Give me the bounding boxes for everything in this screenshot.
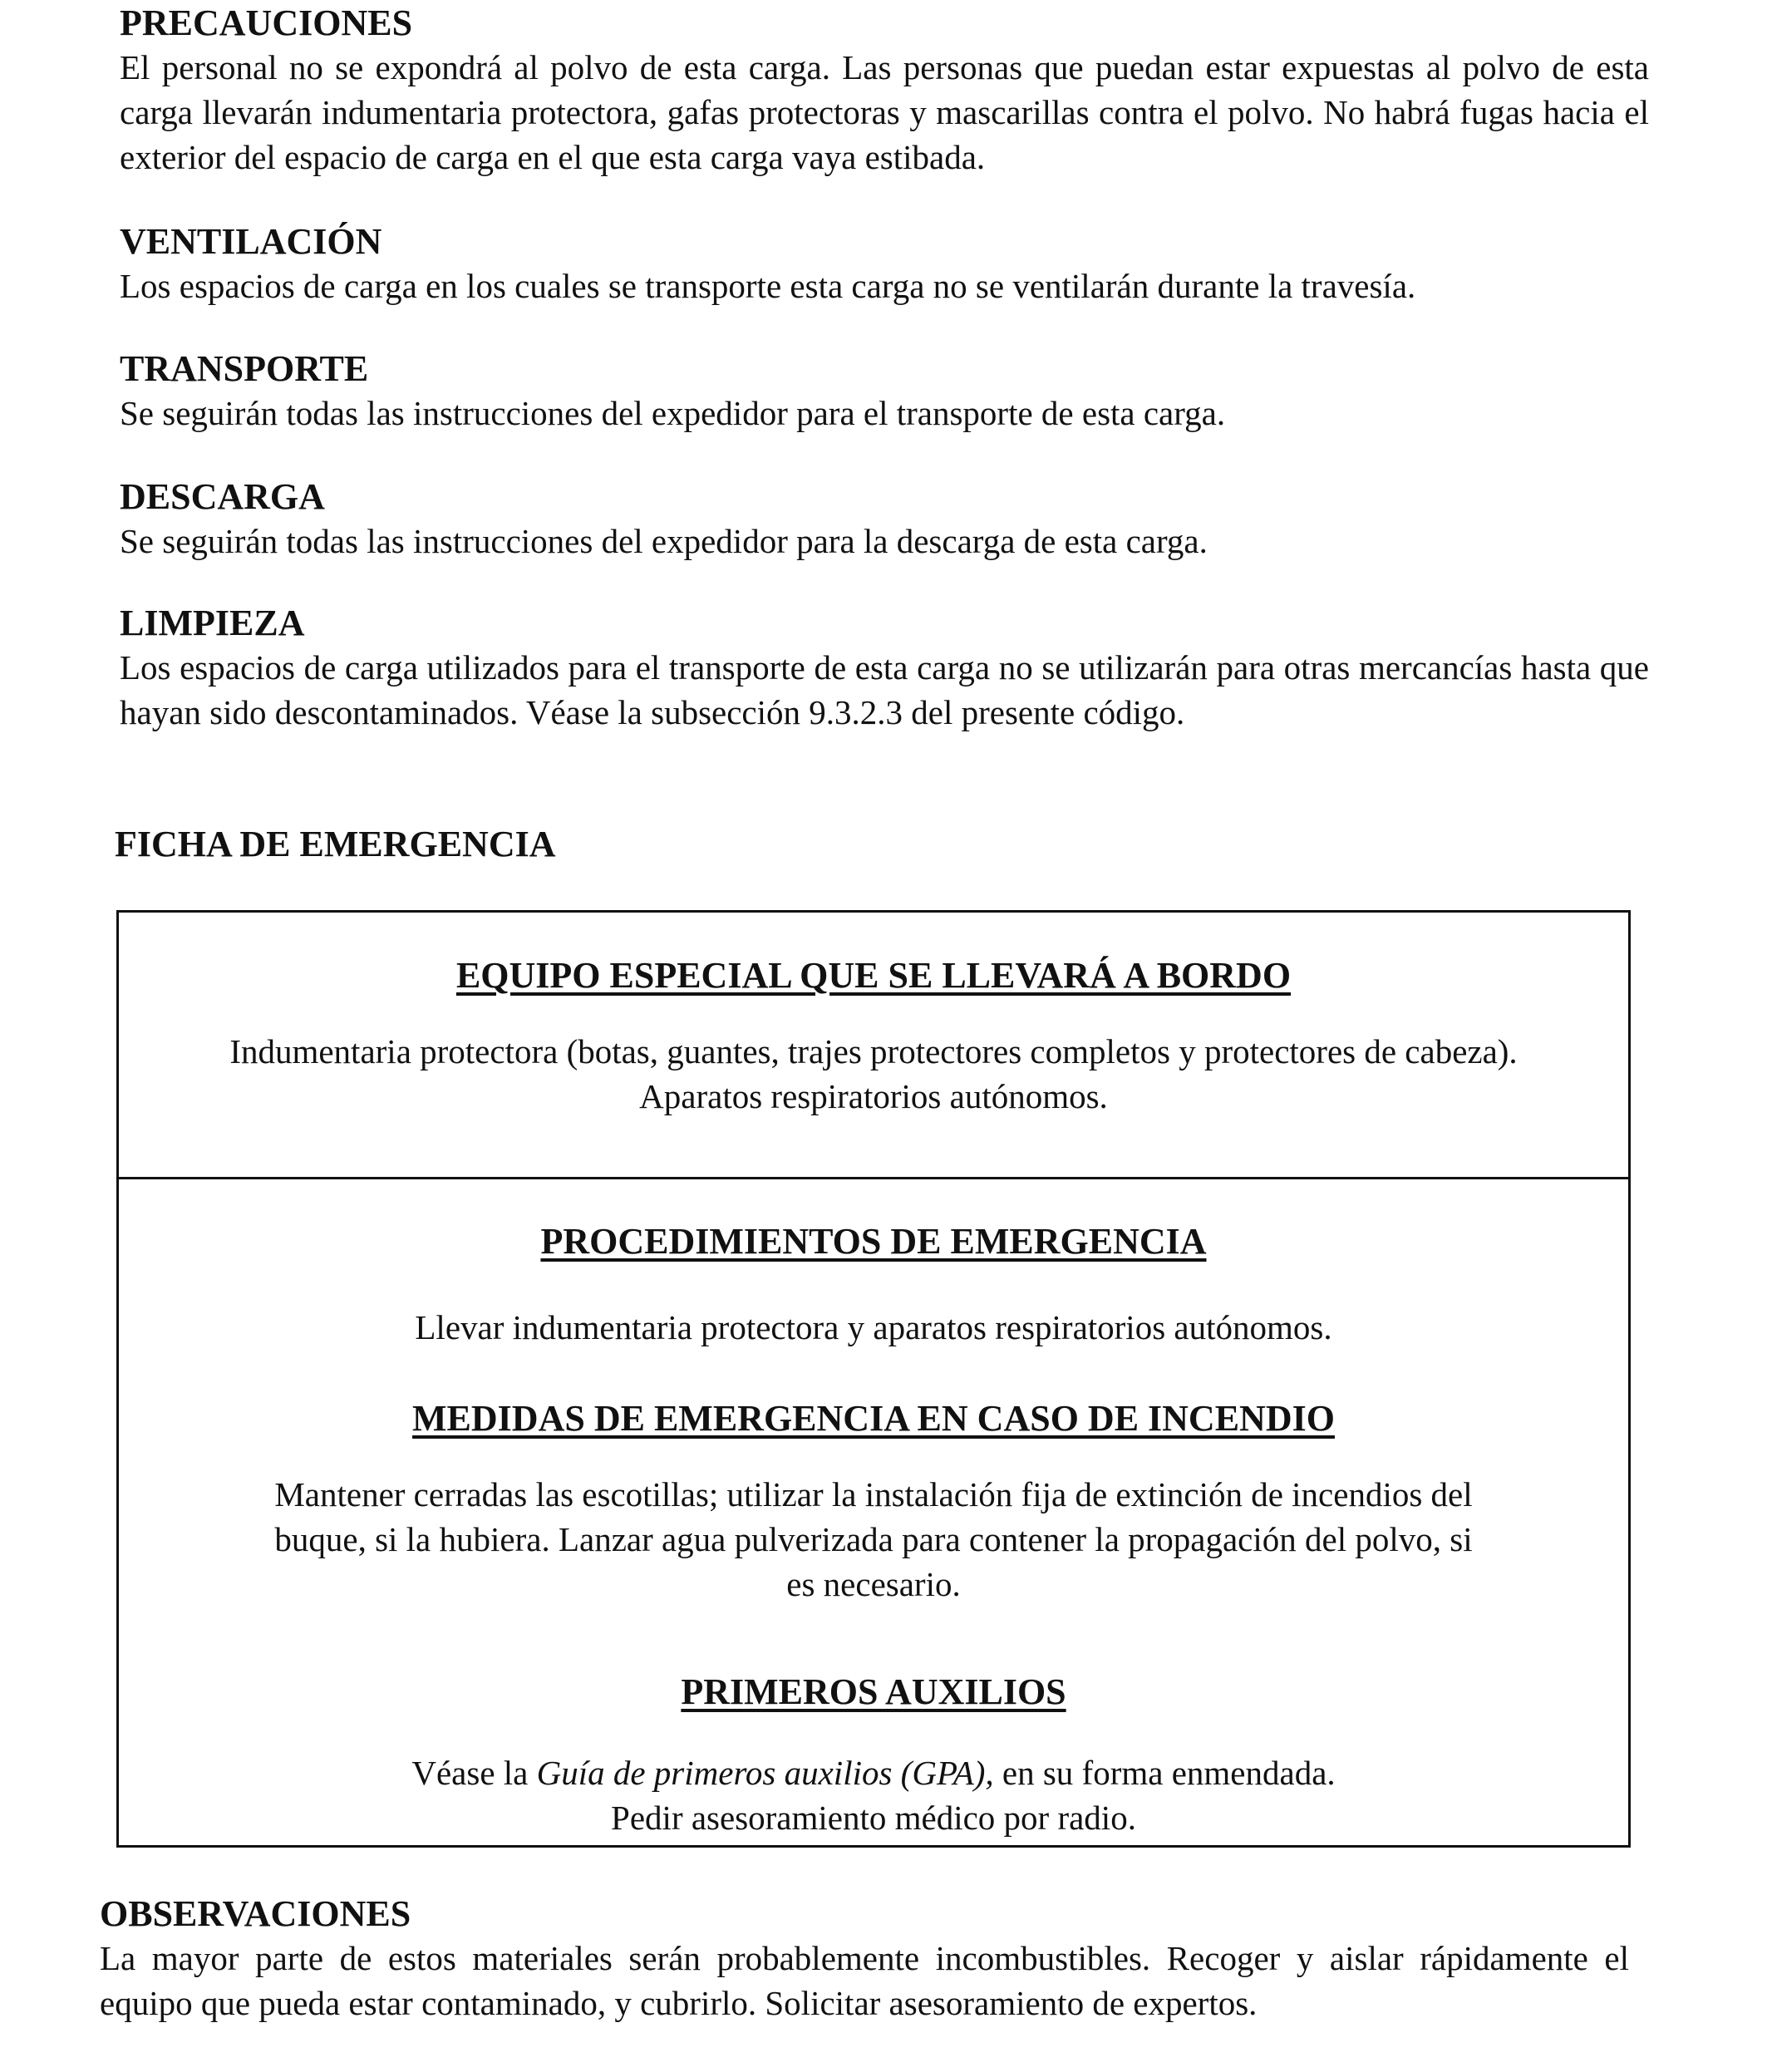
text-precauciones: El personal no se expondrá al polvo de esta carga. Las personas que puedan estar expuestas al polvo de esta carga llevarán indumentaria protectora, gafas protectoras y mascarillas contra el polvo. No habrá fugas hacia el exterior del espacio de carga en el que esta carga vaya estibada. [120, 48, 1649, 176]
heading-descarga: DESCARGA [120, 476, 325, 517]
heading-transporte: TRANSPORTE [120, 348, 369, 389]
text-observaciones: La mayor parte de estos materiales serán probablemente incombustibles. Recoger y aislar rápidamente el equipo que pueda estar contaminado, y cubrirlo. Solicitar asesoramiento de expertos. [100, 1939, 1629, 2022]
primeros-suffix: en su forma enmendada. [993, 1754, 1336, 1792]
section-observaciones [100, 1892, 1629, 2025]
heading-procedimientos: PROCEDIMIENTOS DE EMERGENCIA [540, 1221, 1207, 1262]
section-descarga [120, 475, 1649, 564]
section-ventilacion [120, 220, 1649, 308]
heading-observaciones: OBSERVACIONES [100, 1893, 411, 1934]
section-precauciones [120, 2, 1649, 180]
text-limpieza: Los espacios de carga utilizados para el transporte de esta carga no se utilizarán para otras mercancías hasta que hayan sido descontaminados. Véase la subsección 9.3.2.3 del presente código. [120, 648, 1649, 731]
medidas-line-3: es necesario. [786, 1565, 961, 1603]
heading-ficha-emergencia: FICHA DE EMERGENCIA [115, 824, 556, 864]
medidas-line-1: Mantener cerradas las escotillas; utilizar la instalación fija de extinción de incendios del [274, 1475, 1473, 1513]
heading-medidas: MEDIDAS DE EMERGENCIA EN CASO DE INCENDIO [412, 1398, 1335, 1439]
primeros-prefix: Véase la [411, 1754, 537, 1792]
primeros-guide-title: Guía de primeros auxilios (GPA), [536, 1754, 994, 1792]
heading-precauciones: PRECAUCIONES [120, 2, 413, 43]
heading-equipo: EQUIPO ESPECIAL QUE SE LLEVARÁ A BORDO [455, 955, 1292, 996]
heading-primeros-auxilios: PRIMEROS AUXILIOS [681, 1671, 1066, 1712]
block-primeros-auxilios [119, 1671, 1628, 1840]
emergency-box [116, 910, 1631, 1848]
block-medidas [119, 1397, 1628, 1607]
section-limpieza [120, 602, 1649, 735]
block-procedimientos [119, 1220, 1628, 1350]
section-transporte [120, 347, 1649, 436]
procedimientos-text: Llevar indumentaria protectora y aparatos respiratorios autónomos. [415, 1308, 1332, 1346]
equipo-line-2: Aparatos respiratorios autónomos. [639, 1077, 1108, 1115]
box-divider [119, 1177, 1628, 1179]
primeros-line-2: Pedir asesoramiento médico por radio. [611, 1799, 1136, 1837]
heading-limpieza: LIMPIEZA [120, 603, 305, 643]
primeros-line-1 [119, 1750, 1628, 1795]
text-ventilacion: Los espacios de carga en los cuales se transporte esta carga no se ventilarán durante la travesía. [120, 267, 1416, 305]
heading-ventilacion: VENTILACIÓN [120, 221, 382, 262]
text-descarga: Se seguirán todas las instrucciones del expedidor para la descarga de esta carga. [120, 522, 1208, 560]
text-transporte: Se seguirán todas las instrucciones del expedidor para el transporte de esta carga. [120, 394, 1226, 432]
equipo-line-1: Indumentaria protectora (botas, guantes, trajes protectores completos y protectores de cabeza). [229, 1032, 1518, 1070]
medidas-line-2: buque, si la hubiera. Lanzar agua pulverizada para contener la propagación del polvo, si [274, 1520, 1473, 1558]
block-equipo [119, 954, 1628, 1119]
